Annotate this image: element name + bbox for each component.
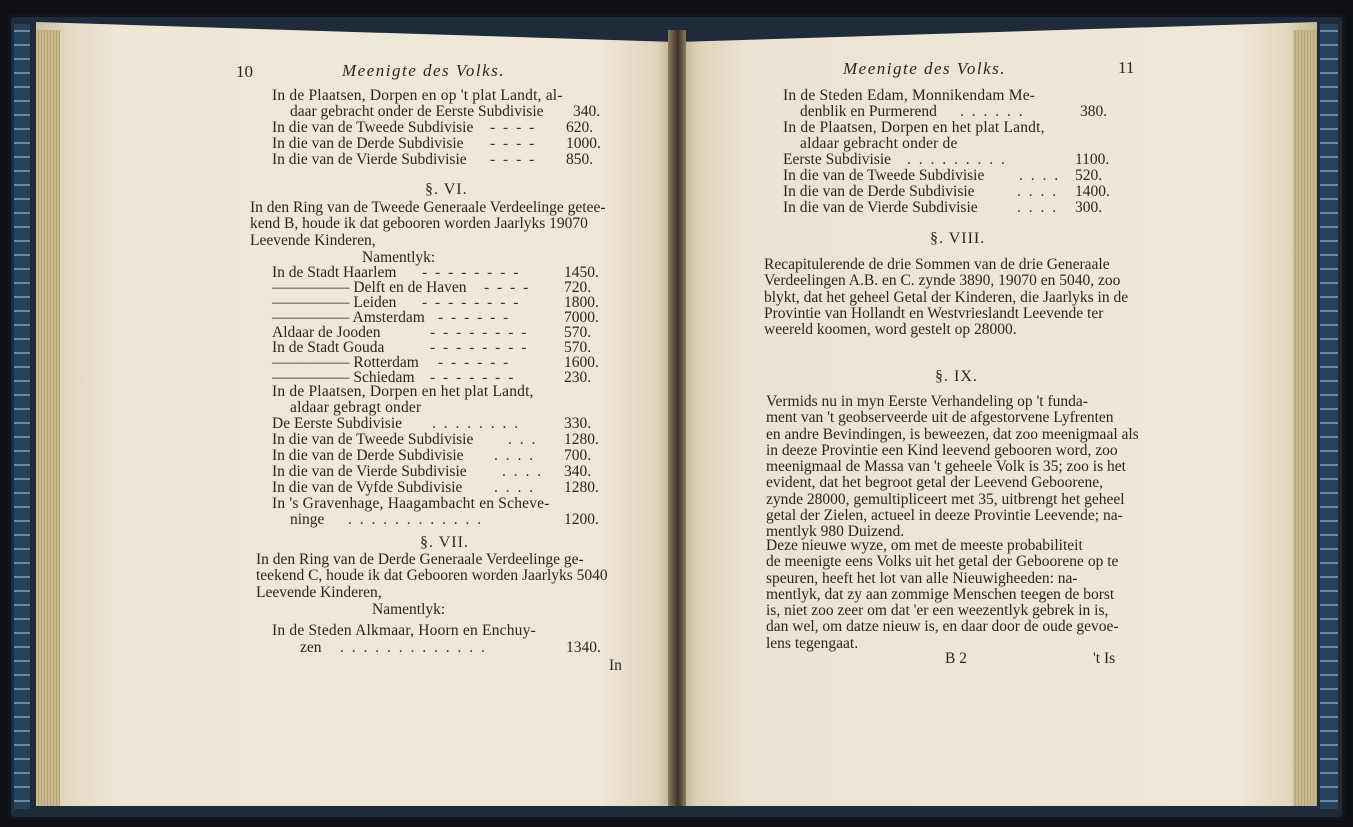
- running-head-right: Meenigte des Volks.: [843, 59, 1007, 78]
- row-label: ————— Delft en de Haven: [272, 279, 467, 296]
- signature-mark: B 2: [945, 650, 967, 667]
- leader-dots: . . . .: [494, 479, 536, 496]
- row-label: In die van de Derde Subdivisie: [783, 183, 975, 200]
- paragraph-vi-line: kend B, houde ik dat gebooren worden Jaarlyks 19070: [250, 215, 588, 233]
- leader-dots: - - - -: [490, 151, 537, 168]
- paragraph-ix-line: mentlyk 980 Duizend.: [766, 523, 905, 541]
- paragraph-viii-line: weereld koomen, word gestelt op 28000.: [764, 321, 1017, 339]
- leader-dots: - - - - - - - -: [430, 324, 529, 341]
- edam-line-2: denblik en Purmerend: [800, 103, 937, 120]
- table-row: [272, 480, 612, 496]
- plaatsen-line-2: aldaar gebracht onder de: [800, 135, 958, 152]
- section-vii-heading: §. VII.: [420, 534, 469, 551]
- table-row: [783, 184, 1123, 200]
- paragraph-x-line: de meenigte eens Volks uit het getal der Geboorene op te: [766, 553, 1119, 571]
- paragraph-vii-line: In den Ring van de Derde Generaale Verdeelinge ge-: [256, 551, 584, 568]
- paragraph-ix-line: Vermids nu in myn Eerste Verhandeling op 't funda-: [766, 393, 1088, 410]
- section-ix-heading: §. IX.: [935, 368, 978, 385]
- row-value: 700.: [564, 447, 592, 464]
- row-label: In die van de Tweede Subdivisie: [272, 431, 474, 448]
- leader-dots: . . . . . . . . .: [907, 151, 1007, 168]
- row-value: 300.: [1075, 199, 1103, 216]
- catchword-right: 't Is: [1093, 650, 1116, 667]
- edam-value: 380.: [1080, 103, 1108, 120]
- gravenhage-row: [290, 512, 610, 528]
- paragraph-x-line: speuren, heeft het lot van alle Nieuwigheeden: na-: [766, 569, 1078, 587]
- section-viii-heading: §. VIII.: [930, 230, 986, 247]
- paragraph-viii-line: Provintie van Hollandt en Westvrieslandt Leevende ter: [764, 304, 1104, 322]
- row-label: Aldaar de Jooden: [272, 324, 381, 341]
- paragraph-vii: [256, 552, 608, 601]
- table-row: [272, 120, 612, 136]
- paragraph-ix: [766, 394, 1139, 541]
- intro-value: 340.: [573, 103, 601, 120]
- edam-row: [800, 104, 1130, 120]
- row-label: In die van de Vierde Subdivisie: [272, 463, 467, 480]
- paragraph-ix-line: en andre Bevindingen, is beweezen, dat zoo meenigmaal als: [766, 425, 1139, 443]
- row-label: In die van de Vyfde Subdivisie: [272, 479, 463, 496]
- leader-dots: - - - -: [484, 279, 531, 296]
- row-label: ————— Leiden: [272, 294, 397, 311]
- leader-dots: - - - - - -: [438, 309, 511, 326]
- row-label: In de Stadt Haarlem: [272, 264, 397, 281]
- cover-marbled-edge-left: [14, 24, 30, 809]
- row-value: 1400.: [1075, 183, 1110, 200]
- namentlyk-label-2: Namentlyk:: [372, 601, 446, 618]
- leader-dots: . . . . . . . .: [432, 415, 521, 432]
- paragraph-ix-line: zynde 28000, gemultipliceert met 35, uitbrengt het geheel: [766, 490, 1125, 508]
- leader-dots: . . . . . .: [960, 103, 1025, 120]
- paragraph-x: [766, 538, 1119, 652]
- leader-dots: . . . .: [1019, 167, 1061, 184]
- row-label: In die van de Derde Subdivisie: [272, 135, 464, 152]
- row-label: In die van de Tweede Subdivisie: [783, 167, 985, 184]
- paragraph-x-line: mentlyk, dat zy aan zommige Menschen teegen de borst: [766, 585, 1115, 603]
- paragraph-ix-line: getal der Zielen, actueel in deeze Provintie Leevende; na-: [766, 507, 1123, 525]
- leader-dots: . . . . . . . . . . . . .: [340, 639, 487, 656]
- row-label: In die van de Vierde Subdivisie: [783, 199, 978, 216]
- leader-dots: . . . . . . . . . . . .: [348, 511, 484, 528]
- row-value: 1450.: [564, 264, 599, 281]
- intro-line-1: In de Plaatsen, Dorpen en op 't plat Landt, al-: [272, 87, 563, 104]
- leader-dots: - - - -: [490, 135, 537, 152]
- row-label: Eerste Subdivisie: [783, 151, 892, 168]
- row-label: In de Stadt Gouda: [272, 339, 385, 356]
- paragraph-vii-line: teekend C, houde ik dat Gebooren worden Jaarlyks 5040: [256, 567, 608, 585]
- paragraph-vii-line: Leevende Kinderen,: [256, 583, 382, 601]
- alkmaar-row: [300, 640, 620, 656]
- row-value: 1000.: [566, 135, 601, 152]
- row-label: In die van de Tweede Subdivisie: [272, 119, 474, 136]
- row-label: In die van de Vierde Subdivisie: [272, 151, 467, 168]
- paragraph-viii-line: blykt, dat het geheel Getal der Kinderen, die Jaarlyks in de: [764, 288, 1129, 306]
- paragraph-viii-line: Verdeelingen A.B. en C. zynde 3890, 19070 en 5040, zoo: [764, 272, 1121, 290]
- catchword-left: In: [609, 657, 622, 674]
- row-value: 1100.: [1075, 151, 1110, 168]
- leader-dots: . . . .: [1017, 183, 1059, 200]
- paragraph-vi-line: Leevende Kinderen,: [250, 231, 376, 249]
- page-edges-left: [36, 30, 60, 806]
- leader-dots: - - - - - - -: [430, 369, 516, 386]
- paragraph-ix-line: ment van 't geobserveerde uit de afgestorvene Lyfrenten: [766, 409, 1114, 427]
- table-row: [783, 152, 1123, 168]
- row-value: 570.: [564, 339, 592, 356]
- leader-dots: . . . .: [494, 447, 536, 464]
- paragraph-x-line: is, niet zoo zeer om dat 'er een weezentlyk gebrek in is,: [766, 602, 1109, 620]
- leader-dots: . . .: [508, 431, 538, 448]
- row-value: 570.: [564, 324, 592, 341]
- paragraph-vi: [250, 200, 606, 249]
- leader-dots: . . . .: [1017, 199, 1059, 216]
- running-head-left: Meenigte des Volks.: [342, 61, 506, 80]
- paragraph-vi-line: In den Ring van de Tweede Generaale Verdeelinge getee-: [250, 199, 606, 216]
- paragraph-viii: [764, 257, 1128, 338]
- table-row: [783, 168, 1123, 184]
- leader-dots: - - - - - - - -: [430, 339, 529, 356]
- leader-dots: - - - - - - - -: [422, 294, 521, 311]
- alkmaar-line-2: zen: [300, 639, 322, 656]
- row-value: 330.: [564, 415, 592, 432]
- book-gutter: [668, 30, 686, 806]
- gravenhage-line-1: In 's Gravenhage, Haagambacht en Scheve-: [272, 495, 550, 512]
- table-row: [272, 448, 612, 464]
- row-value: 1600.: [564, 354, 599, 371]
- row-value: 620.: [566, 119, 594, 136]
- plaatsen-b-line-2: aldaar gebragt onder: [290, 399, 422, 416]
- page-number-left: 10: [236, 62, 253, 81]
- row-label: ————— Schiedam: [272, 369, 415, 386]
- gravenhage-line-2: ninge: [290, 511, 325, 528]
- page-number-right: 11: [1118, 58, 1135, 77]
- alkmaar-line-1: In de Steden Alkmaar, Hoorn en Enchuy-: [272, 622, 536, 639]
- paragraph-ix-line: evident, dat het begroot getal der Leevend Geboorene,: [766, 474, 1103, 492]
- row-value: 1800.: [564, 294, 599, 311]
- edam-line-1: In de Steden Edam, Monnikendam Me-: [783, 87, 1036, 104]
- table-row: [272, 432, 612, 448]
- alkmaar-value: 1340.: [566, 639, 601, 656]
- leader-dots: - - - - - - - -: [422, 264, 521, 281]
- row-label: ————— Amsterdam: [272, 309, 425, 326]
- leader-dots: - - - - - -: [438, 354, 511, 371]
- intro-row: [290, 104, 610, 120]
- row-value: 230.: [564, 369, 592, 386]
- paragraph-x-line: lens tegengaat.: [766, 634, 859, 652]
- row-value: 1280.: [564, 431, 599, 448]
- intro-line-2: daar gebracht onder de Eerste Subdivisie: [290, 103, 544, 120]
- leader-dots: . . . .: [502, 463, 544, 480]
- row-label: De Eerste Subdivisie: [272, 415, 403, 432]
- paragraph-ix-line: meenigmaal de Massa van 't geheele Volk is 35; zoo is het: [766, 458, 1126, 476]
- paragraph-x-line: dan wel, om datze nieuw is, en daar door de oude gevoe-: [766, 618, 1119, 636]
- table-row: [783, 200, 1123, 216]
- plaatsen-line-1: In de Plaatsen, Dorpen en het plat Landt,: [783, 119, 1045, 136]
- leader-dots: - - - -: [490, 119, 537, 136]
- table-row: [272, 152, 612, 168]
- table-row: [272, 416, 612, 432]
- table-row: [272, 136, 612, 152]
- paragraph-viii-line: Recapitulerende de drie Sommen van de drie Generaale: [764, 256, 1110, 273]
- section-vi-heading: §. VI.: [425, 181, 468, 198]
- page-edges-right: [1293, 30, 1317, 806]
- row-value: 720.: [564, 279, 592, 296]
- gravenhage-value: 1200.: [564, 511, 599, 528]
- paragraph-x-line: Deze nieuwe wyze, om met de meeste probabiliteit: [766, 537, 1083, 554]
- cover-marbled-edge-right: [1320, 24, 1338, 809]
- row-value: 1280.: [564, 479, 599, 496]
- plaatsen-b-line-1: In de Plaatsen, Dorpen en het plat Landt,: [272, 383, 534, 400]
- table-row: [272, 464, 612, 480]
- paragraph-ix-line: in deeze Provintie een Kind leevend gebooren word, zoo: [766, 441, 1118, 459]
- row-label: ————— Rotterdam: [272, 354, 419, 371]
- row-value: 850.: [566, 151, 594, 168]
- namentlyk-label-1: Namentlyk:: [362, 249, 436, 266]
- row-value: 340.: [564, 463, 592, 480]
- row-label: In die van de Derde Subdivisie: [272, 447, 464, 464]
- row-value: 7000.: [564, 309, 599, 326]
- row-value: 520.: [1075, 167, 1103, 184]
